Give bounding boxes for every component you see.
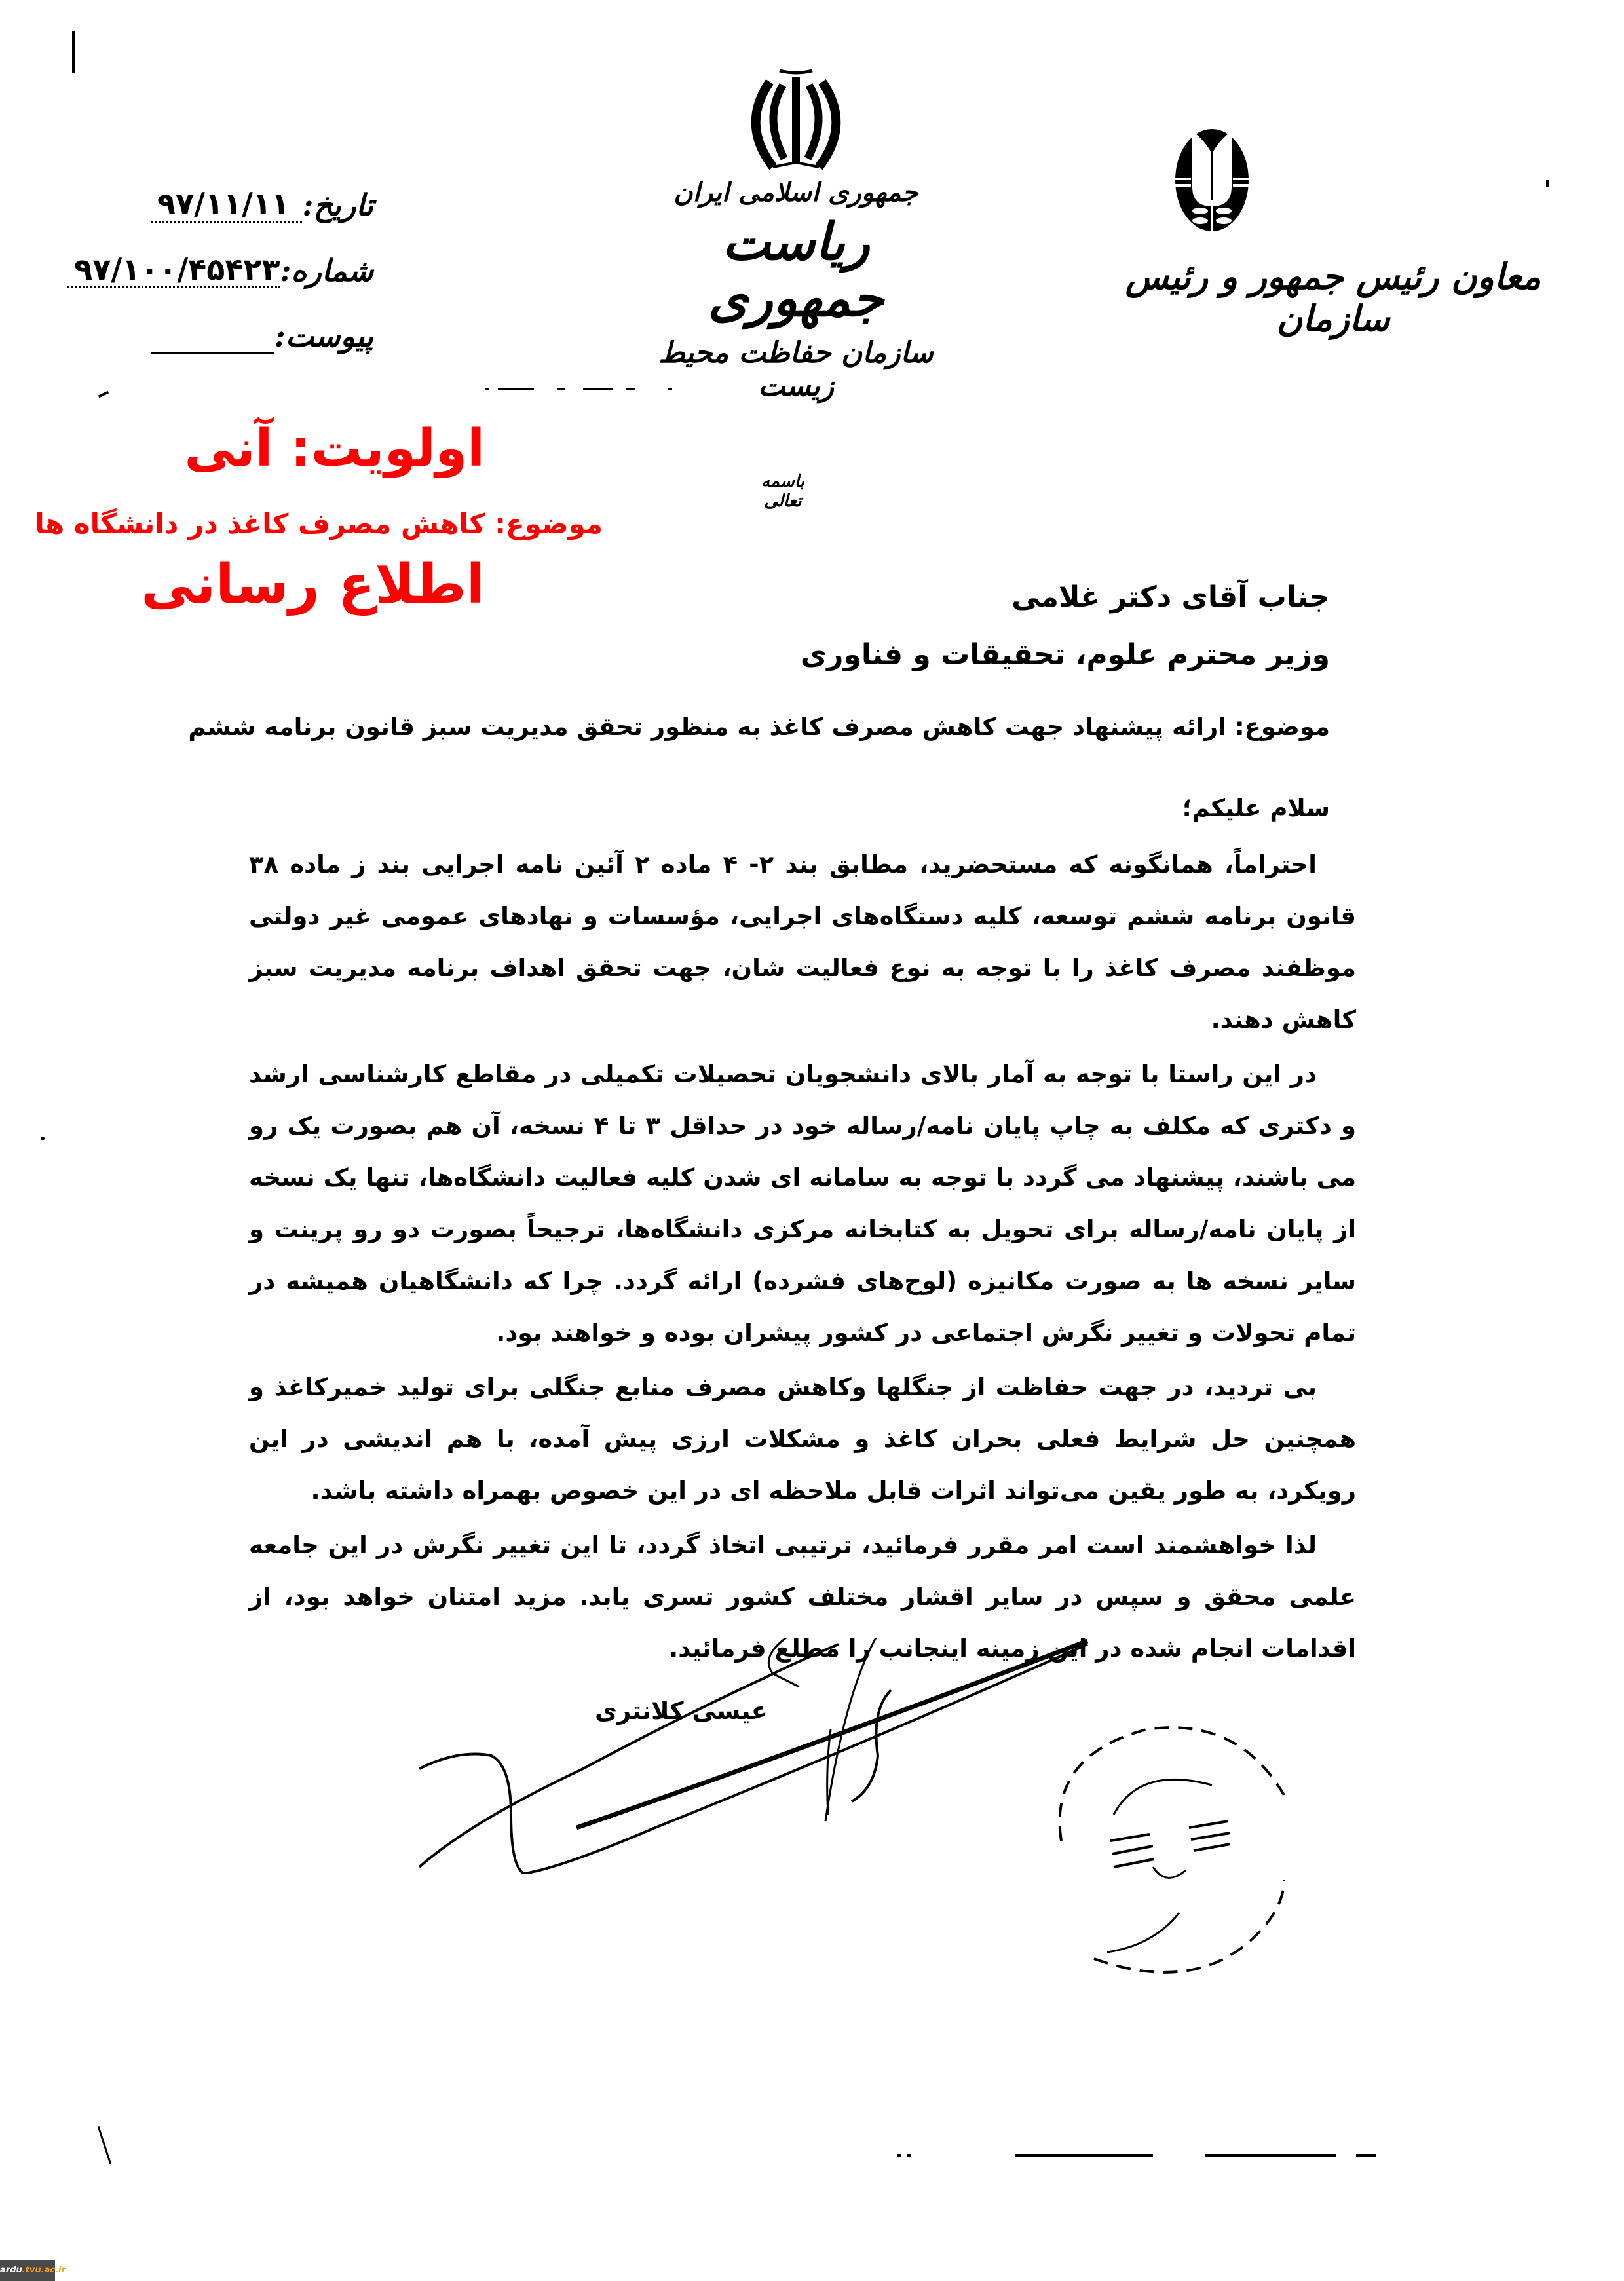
scan-speck — [98, 391, 109, 398]
iran-emblem-icon — [744, 66, 848, 174]
date-row — [151, 157, 373, 223]
attachment-label: پیوست: — [274, 318, 373, 354]
number-value: ۹۷/۱۰۰/۴۵۴۲۳ — [67, 253, 280, 288]
scan-speck — [1546, 180, 1549, 187]
doe-logo-icon — [1173, 128, 1251, 233]
watermark-host: ardu — [0, 2265, 22, 2275]
body-paragraph: احتراماً، همانگونه که مستحضرید، مطابق بند ۲- ۴ ماده ۲ آئین نامه اجرایی بند ز ماده ۳۸ قانون برنامه ششم توسعه، کلیه دستگاه‌های اجرایی، مؤسسات و نهادهای عمومی غیر دولتی موظفند مصرف کاغذ را با توجه به نوع فعالیت شان، جهت تحقق اهداف برنامه مدیریت سبز کاهش دهند. — [249, 850, 1356, 1034]
letter-subject: موضوع: ارائه پیشنهاد جهت کاهش مصرف کاغذ به منظور تحقق مدیریت سبز قانون برنامه ششم — [188, 713, 1330, 741]
invocation: باسمه تعالی — [761, 472, 804, 511]
letter-body — [249, 839, 1356, 1677]
site-watermark — [0, 2260, 66, 2281]
notice-topic: موضوع: کاهش مصرف کاغذ در دانشگاه ها — [35, 508, 603, 540]
scan-edge-line — [72, 31, 75, 73]
signature-scribble-icon — [393, 1638, 1127, 1874]
notice-type: اطلاع رسانی — [141, 554, 485, 616]
footer-scan-marks — [897, 2149, 1395, 2162]
body-paragraph: بی تردید، در جهت حفاظت از جنگلها وکاهش مصرف منابع جنگلی برای تولید خمیرکاغذ و همچنین حل شرایط فعلی بحران کاغذ و مشکلات ارزی پیش آمده، با هم اندیشی در این رویکرد، به طور یقین می‌تواند اثرات قابل ملاحظه ای در این خصوص بهمراه داشته باشد. — [249, 1373, 1356, 1505]
organization-name: سازمان حفاظت محیط زیست — [658, 335, 934, 403]
number-row — [74, 223, 373, 288]
signer-name: عیسی کلانتری — [595, 1697, 768, 1725]
country-name: جمهوری اسلامی ایران — [673, 177, 918, 208]
addressee-title: وزیر محترم علوم، تحقیقات و فناوری — [800, 638, 1330, 671]
scan-speck — [98, 2126, 111, 2164]
body-paragraph: لذا خواهشمند است امر مقرر فرمائید، ترتیبی اتخاذ گردد، تا این تغییر نگرش در این جامعه علمی محقق و سپس در سایر اقشار مختلف کشور تسری یابد. مزید امتنان خواهد بود، از اقدامات انجام شده در این زمینه اینجانب را مطلع فرمائید. — [249, 1531, 1356, 1663]
priority-label: اولویت: آنی — [184, 419, 485, 478]
greeting: سلام علیکم؛ — [1182, 794, 1330, 822]
reference-block — [74, 157, 373, 354]
body-paragraph: در این راستا با توجه به آمار بالای دانشجویان تحصیلات تکمیلی در مقاطع کارشناسی ارشد و دکتری که مکلف به چاپ پایان نامه/رساله خود در حداقل ۳ تا ۴ نسخه، آن هم بصورت یک رو می باشند، پیشنهاد می گردد با توجه به سامانه ای شدن کلیه فعالیت دانشگاه‌ها، تنها یک نسخه از پایان نامه/رساله برای تحویل به کتابخانه مرکزی دانشگاه‌ها، ترجیحاً بصورت دو رو پرینت و سایر نسخه ها به صورت مکانیزه (لوح‌های فشرده) ارائه گردد. چرا که دانشگاهیان همیشه در تمام تحولات و تغییر نگرش اجتماعی در کشور پیشران بوده و خواهند بود. — [249, 1060, 1357, 1347]
number-label: شماره: — [280, 253, 373, 288]
official-stamp-icon — [1022, 1703, 1336, 1991]
watermark-domain: .tvu.ac.ir — [22, 2265, 66, 2275]
presidency-title: ریاست جمهوری — [708, 212, 884, 328]
date-label: تاریخ: — [302, 187, 373, 223]
attachment-row — [151, 288, 373, 354]
scan-speck — [41, 1137, 45, 1140]
center-letterhead — [649, 170, 943, 403]
vice-president-title: معاون رئیس جمهور و رئیس سازمان — [1125, 255, 1541, 339]
addressee — [801, 569, 1330, 684]
attachment-value — [151, 352, 274, 354]
date-value: ۹۷/۱۱/۱۱ — [151, 187, 302, 223]
addressee-name: جناب آقای دکتر غلامی — [1011, 580, 1330, 614]
